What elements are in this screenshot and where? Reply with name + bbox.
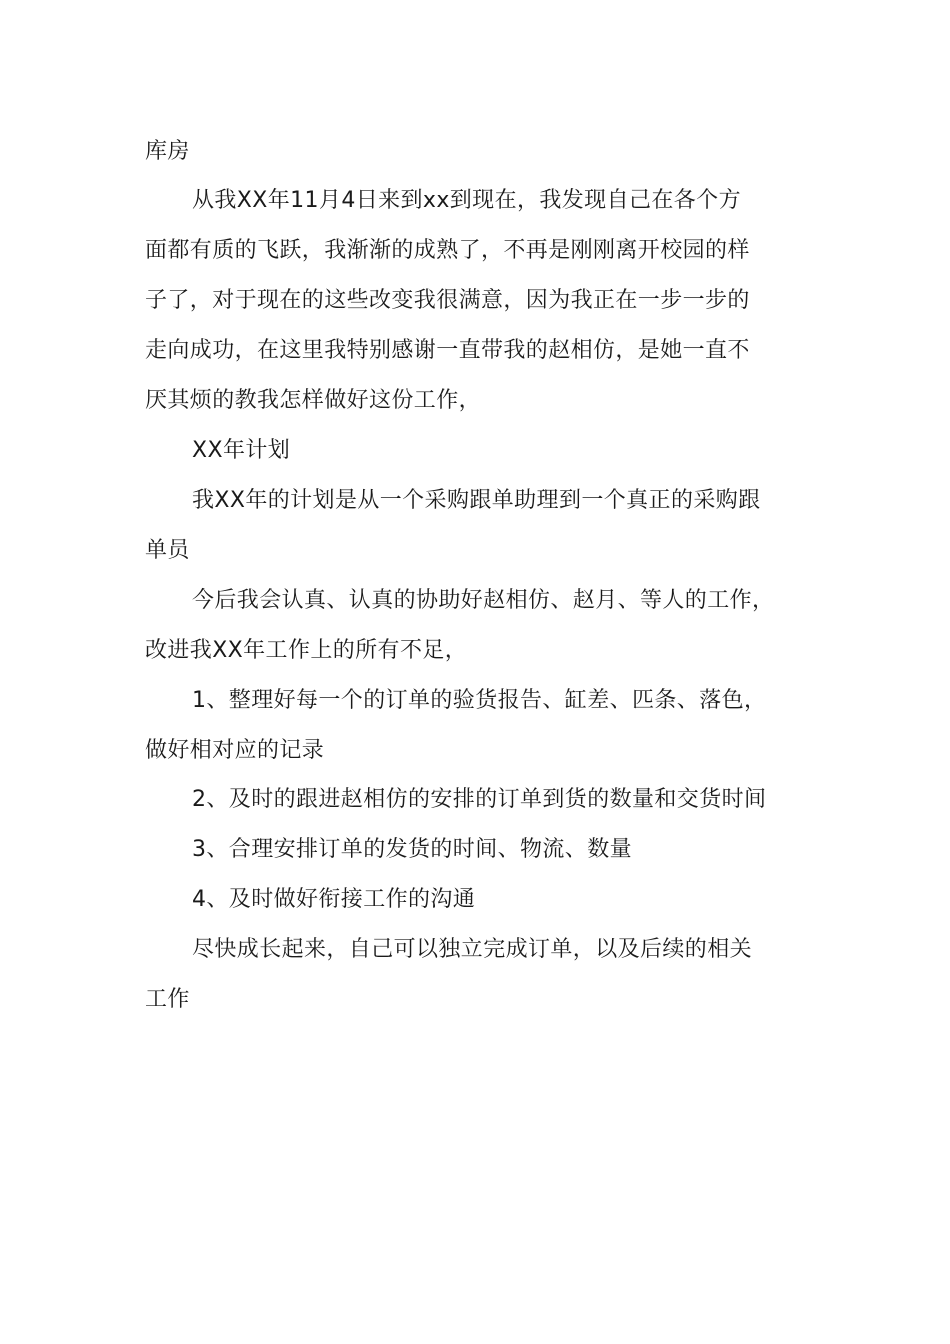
paragraph-first-line: 我XX年的计划是从一个采购跟单助理到一个真正的采购跟 <box>192 488 761 513</box>
paragraph-first-line: 从我XX年11月4日来到xx到现在，我发现自己在各个方 <box>192 188 741 213</box>
text-line: 做好相对应的记录 <box>145 738 325 763</box>
text-line: 单员 <box>145 538 190 563</box>
text-line: 库房 <box>145 139 190 164</box>
paragraph-first-line: 今后我会认真、认真的协助好赵相仿、赵月、等人的工作， <box>192 588 775 613</box>
text-line: 走向成功，在这里我特别感谢一直带我的赵相仿，是她一直不 <box>145 338 750 363</box>
text-line: 面都有质的飞跃，我渐渐的成熟了，不再是刚刚离开校园的样 <box>145 238 750 263</box>
text-line: 厌其烦的教我怎样做好这份工作， <box>145 388 482 413</box>
text-line: 子了，对于现在的这些改变我很满意，因为我正在一步一步的 <box>145 288 750 313</box>
list-item: 4、及时做好衔接工作的沟通 <box>192 887 476 912</box>
section-heading: XX年计划 <box>192 438 291 463</box>
text-line: 工作 <box>145 987 190 1012</box>
text-line: 改进我XX年工作上的所有不足， <box>145 638 468 663</box>
list-item: 2、及时的跟进赵相仿的安排的订单到货的数量和交货时间 <box>192 787 767 812</box>
list-item: 1、整理好每一个的订单的验货报告、缸差、匹条、落色， <box>192 688 767 713</box>
paragraph-first-line: 尽快成长起来，自己可以独立完成订单，以及后续的相关 <box>192 937 753 962</box>
list-item: 3、合理安排订单的发货的时间、物流、数量 <box>192 837 632 862</box>
